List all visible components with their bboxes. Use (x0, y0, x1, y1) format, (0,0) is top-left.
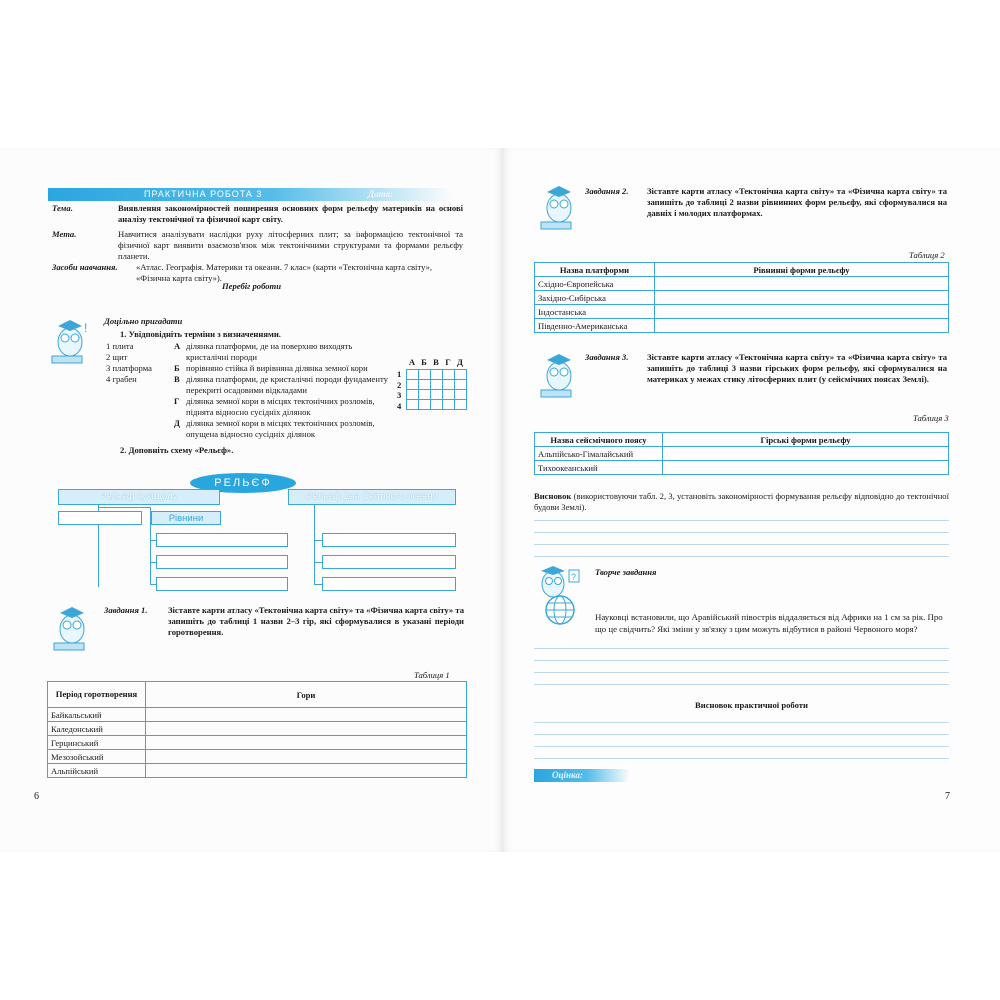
owl-globe-icon (533, 566, 583, 628)
table-row: Альпійський (48, 764, 467, 778)
table-3-header: Назва сейсмічного поясу (535, 433, 663, 447)
scheme-ocean-relief: Рельєф дна Світового океану (288, 489, 456, 505)
table-2-header: Назва платформи (535, 263, 655, 277)
answer-cell[interactable] (146, 764, 467, 778)
table-1-header: Гори (146, 682, 467, 708)
materials-text: «Атлас. Географія. Материки та океани. 7 клас» (карти «Тектонічна карта світу», «Фізична карта світу»). (136, 262, 433, 283)
table-2-header: Рівнинні форми рельєфу (655, 263, 949, 277)
answer-line[interactable] (534, 648, 949, 649)
term-item: 1 плита (106, 341, 134, 351)
scheme-empty-box[interactable] (156, 577, 288, 591)
answer-line[interactable] (534, 544, 949, 545)
answer-grid-header: А Б В Г Д (408, 357, 463, 367)
table-row: Східно-Європейська (535, 277, 949, 291)
definition-item: Б порівняно стійка й вирівняна ділянка земної кори (174, 363, 368, 373)
grade-banner (534, 769, 630, 782)
banner-title: ПРАКТИЧНА РОБОТА 3 (144, 189, 263, 199)
owl-scholar-icon (537, 350, 583, 400)
table-row: Байкальський (48, 708, 467, 722)
topic-text: Виявлення закономірностей поширення основних форм рельєфу материків на основі аналізу тектонічної та фізичної карт світу. (118, 203, 463, 224)
answer-cell[interactable] (655, 319, 949, 333)
table-row: Альпійсько-Гімалайський (535, 447, 949, 461)
scheme-connector (314, 562, 322, 563)
right-page (503, 148, 1000, 852)
answer-grid[interactable] (406, 369, 467, 410)
conclusion-text: Висновок (використовуючи табл. 2, 3, установіть закономірності формування рельєфу відповідно до тектонічної будови Землі). (534, 491, 949, 512)
answer-line[interactable] (534, 746, 949, 747)
answer-cell[interactable] (146, 708, 467, 722)
banner-date: Дата: (368, 189, 394, 199)
scheme-root: РЕЛЬЄФ (190, 473, 296, 493)
answer-line[interactable] (534, 758, 949, 759)
answer-cell[interactable] (655, 305, 949, 319)
definition-item: В ділянка платформи, де кристалічні породи фундаменту перекриті осадовими відкладами (174, 374, 388, 395)
scheme-plains: Рівнини (151, 511, 221, 525)
owl-scholar-icon (50, 603, 96, 653)
answer-line[interactable] (534, 672, 949, 673)
table-row: Герцинський (48, 736, 467, 750)
final-conclusion-title: Висновок практичної роботи (695, 700, 808, 710)
scheme-connector (314, 584, 322, 585)
goal-text: Навчитися аналізувати наслідки руху літосферних плит; за інформацією тектонічної та фізичної карт виявити взаємозв'язок між тектонічними структурами та формами рельєфу планети. (118, 229, 463, 261)
answer-cell[interactable] (655, 277, 949, 291)
answer-cell[interactable] (663, 447, 949, 461)
table-row: Західно-Сибірська (535, 291, 949, 305)
table-2-caption: Таблиця 2 (909, 250, 945, 260)
answer-grid-rows: 1 2 3 4 (397, 369, 402, 411)
table-3-header: Гірські форми рельєфу (663, 433, 949, 447)
definitions-list (174, 341, 388, 440)
svg-text:?: ? (571, 572, 577, 582)
table-3 (534, 432, 949, 475)
table-1-caption: Таблиця 1 (414, 670, 450, 680)
page-number: 7 (945, 791, 950, 802)
goal-label: Мета. (52, 229, 77, 239)
question-2-title: 2. Доповніть схему «Рельєф». (120, 445, 234, 455)
recall-title: Доцільно пригадати (104, 316, 183, 326)
definition-item: Д ділянка земної кори в місцях тектонічних розломів, опущена відносно сусідніх ділянок (174, 418, 375, 439)
terms-list (106, 341, 176, 385)
answer-line[interactable] (534, 532, 949, 533)
definition-item: Г ділянка земної кори в місцях тектонічних розломів, піднята відносно сусідніх ділянок (174, 396, 375, 417)
question-1-title: 1. Увідповідніть терміни з визначеннями. (120, 329, 281, 339)
scheme-connector (98, 507, 150, 508)
answer-line[interactable] (534, 556, 949, 557)
left-page (0, 148, 503, 852)
scheme-empty-box[interactable] (156, 555, 288, 569)
table-row: Каледонський (48, 722, 467, 736)
answer-cell[interactable] (146, 736, 467, 750)
answer-cell[interactable] (655, 291, 949, 305)
table-1 (47, 681, 467, 778)
term-item: 4 грабен (106, 374, 137, 384)
table-row: Мезозойський (48, 750, 467, 764)
grade-label: Оцінка: (552, 770, 583, 780)
scheme-empty-box[interactable] (322, 577, 456, 591)
answer-cell[interactable] (146, 750, 467, 764)
task-3-label: Завдання 3. (585, 352, 629, 362)
table-row: Південно-Американська (535, 319, 949, 333)
term-item: 2 щит (106, 352, 128, 362)
topic-label: Тема. (52, 203, 73, 213)
term-item: 3 платформа (106, 363, 152, 373)
creative-task-title: Творче завдання (595, 567, 657, 577)
scheme-empty-box[interactable] (322, 533, 456, 547)
materials-label: Засоби навчання. (52, 262, 118, 272)
task-1-text: Зіставте карти атласу «Тектонічна карта світу» та «Фізична карта світу» та запишіть до таблиці 1 назви 2–3 гір, які сформувалися в указані періоди горотворення. (168, 605, 464, 637)
answer-line[interactable] (534, 722, 949, 723)
answer-line[interactable] (534, 520, 949, 521)
answer-line[interactable] (534, 660, 949, 661)
scheme-empty-box[interactable] (156, 533, 288, 547)
table-row: Тихоокеанський (535, 461, 949, 475)
answer-line[interactable] (534, 684, 949, 685)
task-2-label: Завдання 2. (585, 186, 629, 196)
procedure-heading: Перебіг роботи (222, 281, 282, 291)
answer-cell[interactable] (146, 722, 467, 736)
practical-work-banner (48, 188, 453, 201)
owl-scholar-icon (48, 316, 94, 366)
creative-task-text: Науковці встановили, що Аравійський півострів віддаляється від Африки на 1 см за рік. Про що це свідчить? Які зміни у зв'язку з цим можуть відбутися в районі Червоного моря? (595, 612, 943, 634)
definition-item: А ділянка платформи, де на поверхню виходять кристалічні породи (174, 341, 353, 362)
scheme-connector (314, 540, 322, 541)
scheme-empty-box[interactable] (322, 555, 456, 569)
svg-text:!: ! (84, 321, 88, 335)
task-1-label: Завдання 1. (104, 605, 148, 615)
table-3-caption: Таблиця 3 (913, 413, 949, 423)
table-row: Індостанська (535, 305, 949, 319)
owl-scholar-icon (537, 182, 583, 232)
scheme-empty-box[interactable] (58, 511, 142, 525)
table-2 (534, 262, 949, 333)
page-number: 6 (34, 791, 39, 802)
answer-cell[interactable] (663, 461, 949, 475)
scheme-land-relief: Рельєф суходолу (58, 489, 220, 505)
task-2-text: Зіставте карти атласу «Тектонічна карта світу» та «Фізична карта світу» та запишіть до таблиці 2 назви рівнинних форм рельєфу, які сформувалися на давніх і молодих платформах. (647, 186, 947, 218)
table-1-header: Період горотворення (48, 682, 146, 708)
task-3-text: Зіставте карти атласу «Тектонічна карта світу» та «Фізична карта світу» та запишіть до таблиці 3 назви гірських форм рельєфу, які сформувалися на материках у межах стику літосферних плит (у сейсмічних поясах Землі). (647, 352, 947, 384)
answer-line[interactable] (534, 734, 949, 735)
